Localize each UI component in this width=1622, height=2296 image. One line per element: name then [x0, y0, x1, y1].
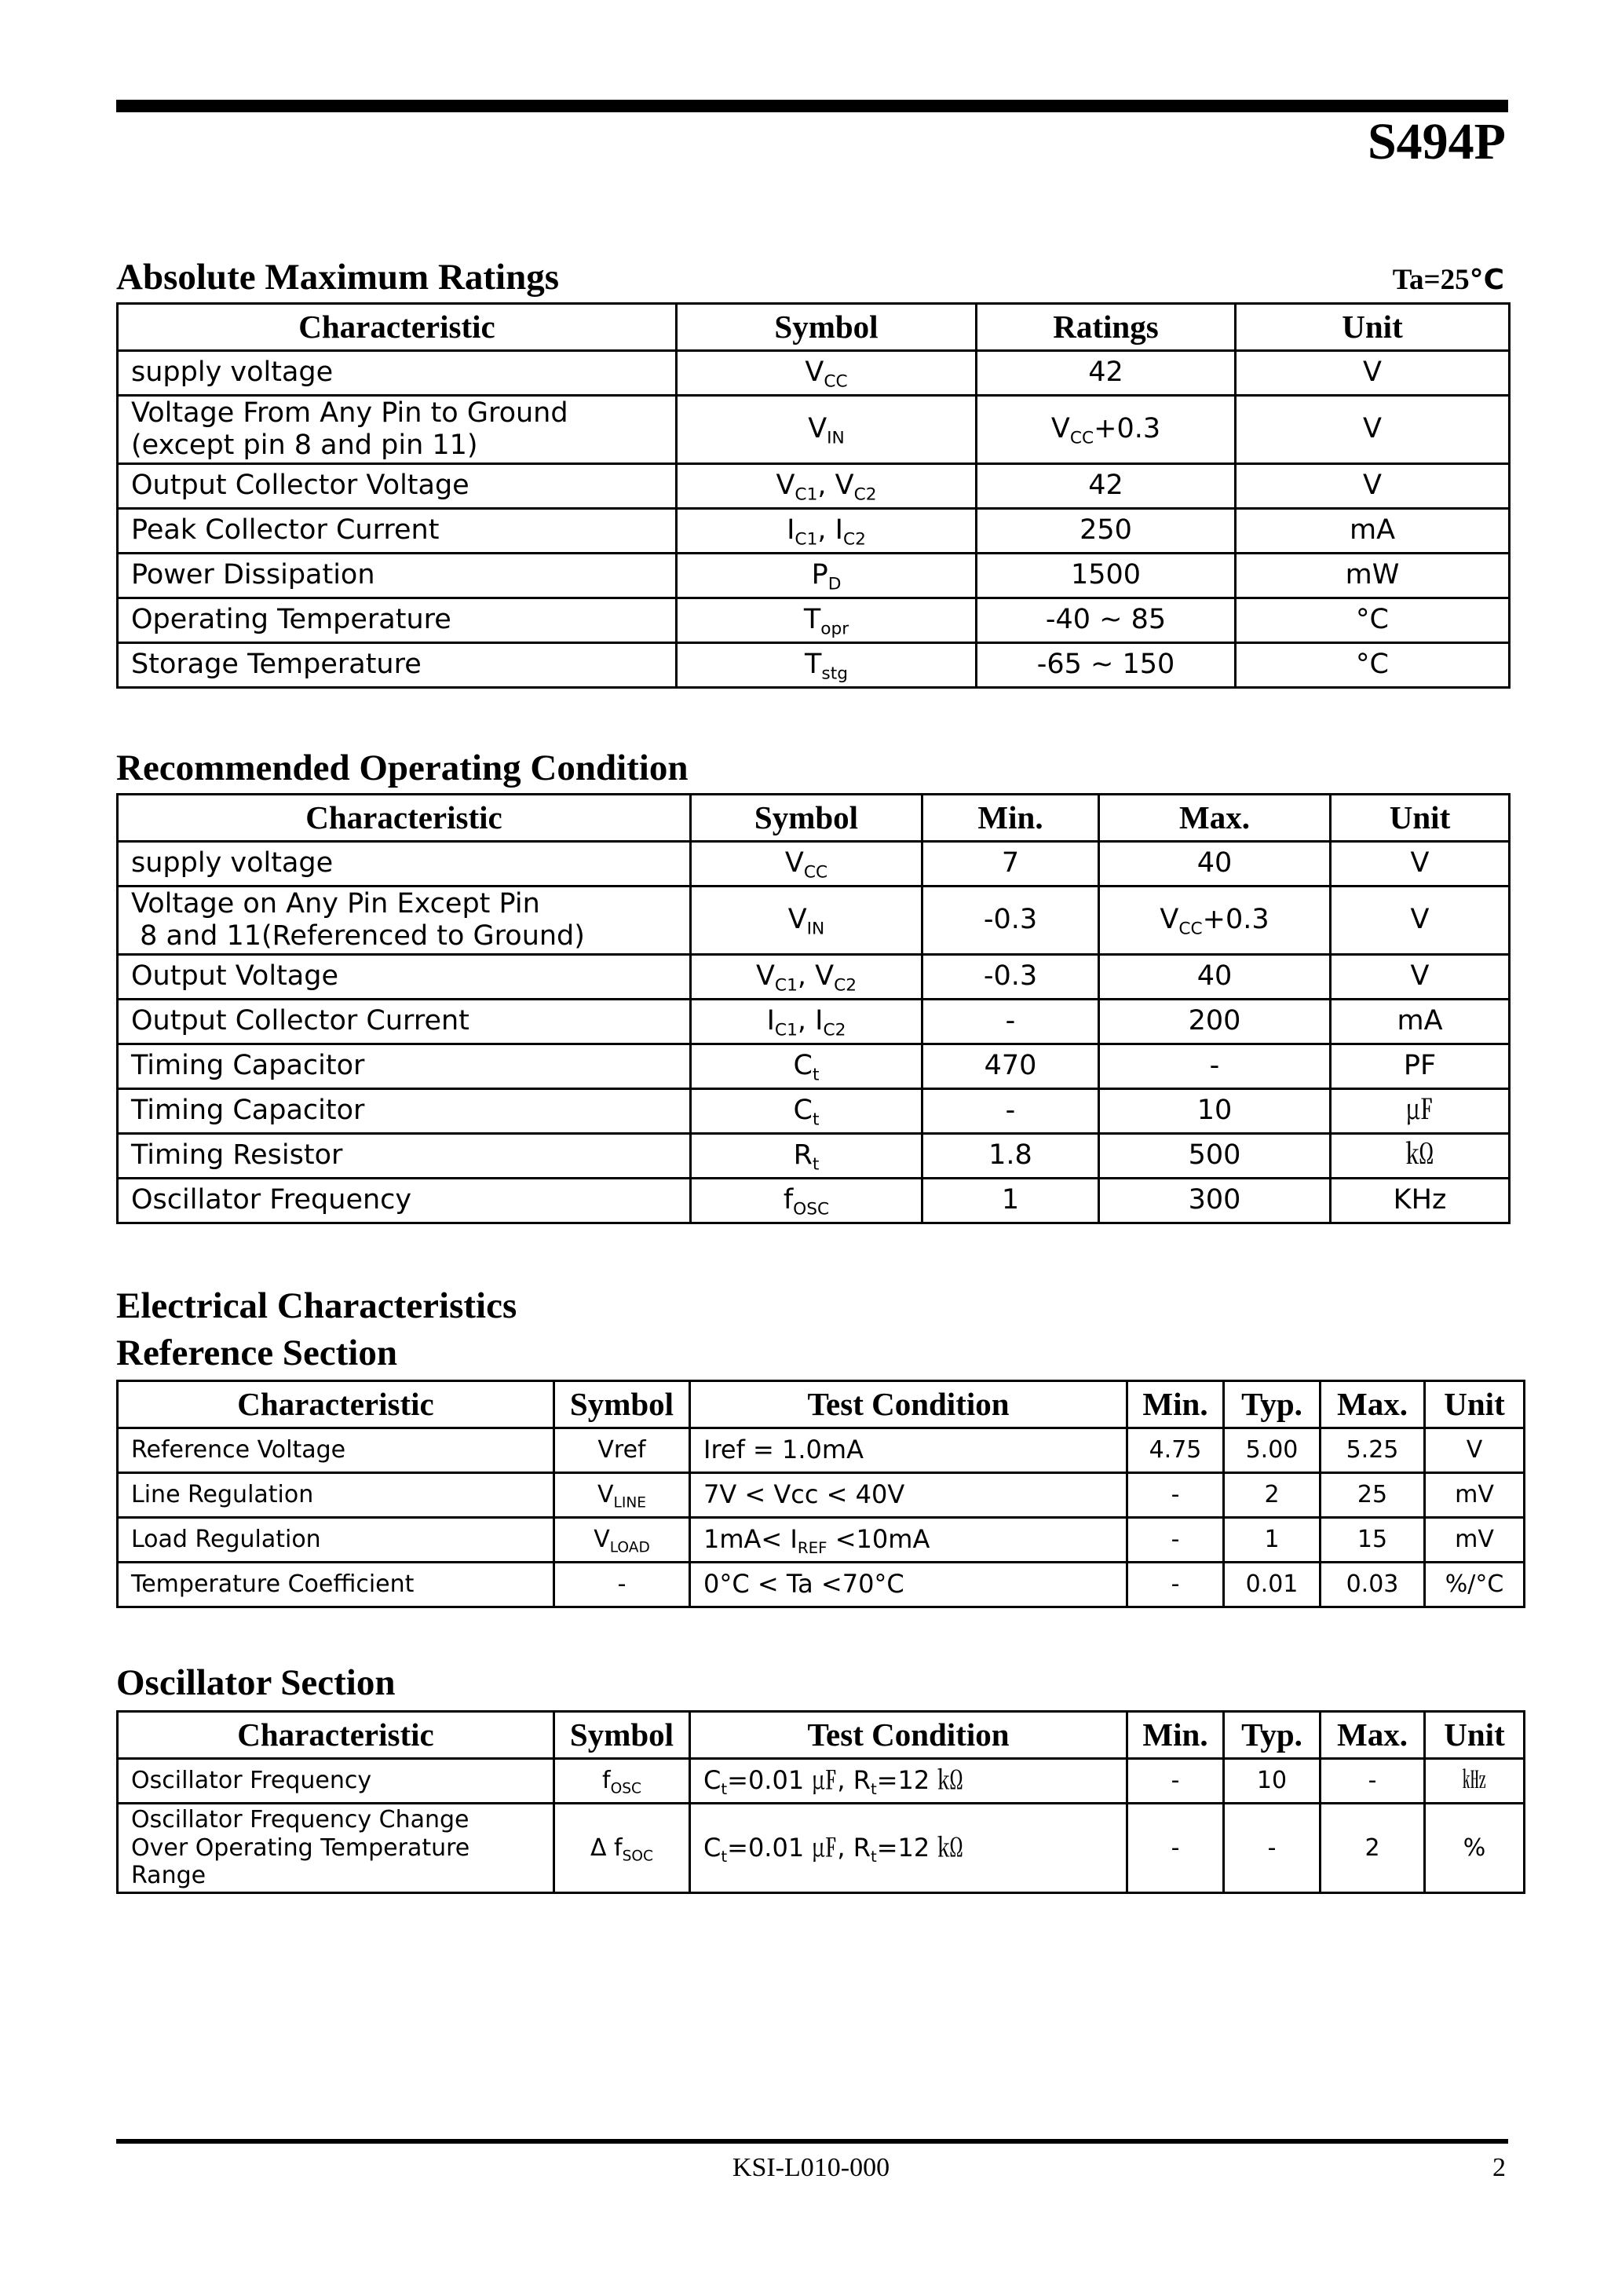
symbol-cell [677, 643, 977, 688]
max-cell: 40 [1099, 842, 1331, 887]
col-header: Unit [1425, 1381, 1525, 1428]
min-cell: 4.75 [1127, 1428, 1224, 1473]
min-cell: - [922, 1089, 1099, 1134]
table-row [118, 1044, 1510, 1089]
unit-cell: V [1331, 955, 1510, 1000]
unit-cell: V [1236, 351, 1510, 396]
characteristic-line: Load Regulation [131, 1526, 321, 1554]
elec-title: Electrical Characteristics [116, 1285, 517, 1326]
unit-cell: PF [1331, 1044, 1510, 1089]
col-header: Max. [1099, 795, 1331, 842]
col-header: Min. [1127, 1381, 1224, 1428]
characteristic-cell [118, 1759, 554, 1804]
text-part: C [793, 1050, 813, 1082]
subscript: IN [827, 428, 845, 448]
characteristic-cell [118, 1179, 691, 1223]
col-header: Min. [1127, 1712, 1224, 1759]
unit-cell: %/°C [1425, 1563, 1525, 1607]
symbol-cell [691, 887, 922, 955]
table-row [118, 1473, 1525, 1518]
col-header: Symbol [677, 304, 977, 351]
subscript: OSC [610, 1780, 641, 1797]
characteristic-line: Output Collector Current [131, 1005, 469, 1037]
test-condition-cell [690, 1563, 1127, 1607]
characteristic-line: Voltage From Any Pin to Ground [131, 397, 568, 429]
table-row [118, 1000, 1510, 1044]
characteristic-cell [118, 554, 677, 598]
text-part: V [787, 904, 807, 936]
subscript: IN [806, 919, 825, 939]
unit-cell: °C [1236, 598, 1510, 643]
min-cell: - [1127, 1804, 1224, 1893]
characteristic-line: 8 and 11(Referenced to Ground) [131, 920, 585, 952]
characteristic-line: Timing Capacitor [131, 1050, 365, 1082]
subscript: C2 [853, 484, 877, 505]
characteristic-cell [118, 1428, 554, 1473]
unit-cell: V [1331, 842, 1510, 887]
rec-op-table [116, 793, 1511, 1224]
symbol-cell [691, 1000, 922, 1044]
min-cell: 1 [922, 1179, 1099, 1223]
ta-note-unit: °C [1469, 264, 1504, 296]
symbol-cell [691, 1044, 922, 1089]
symbol-cell [554, 1804, 690, 1893]
characteristic-line: Temperature Coefficient [131, 1570, 415, 1599]
characteristic-line: Timing Capacitor [131, 1095, 365, 1127]
max-cell: - [1099, 1044, 1331, 1089]
subscript: D [827, 574, 842, 594]
characteristic-cell [118, 1473, 554, 1518]
text-part: Vref [597, 1436, 646, 1464]
text-part: <10mA [827, 1524, 930, 1555]
ta-note-prefix: Ta=25 [1392, 264, 1470, 296]
unit-cell: V [1236, 396, 1510, 464]
col-header: Characteristic [118, 304, 677, 351]
unit-cell: V [1425, 1428, 1525, 1473]
col-header: Typ. [1224, 1712, 1321, 1759]
max-cell: 15 [1321, 1518, 1425, 1563]
table-row [118, 1089, 1510, 1134]
min-cell: 1.8 [922, 1134, 1099, 1179]
col-header: Max. [1321, 1381, 1425, 1428]
text-part: V [1050, 413, 1070, 445]
subscript: C1 [774, 1020, 798, 1040]
text-part: , V [797, 960, 835, 993]
col-header: Unit [1425, 1712, 1525, 1759]
table-row [118, 643, 1510, 688]
col-header: Symbol [554, 1381, 690, 1428]
table-row [118, 598, 1510, 643]
characteristic-cell [118, 955, 691, 1000]
characteristic-cell [118, 351, 677, 396]
symbol-cell [691, 1179, 922, 1223]
text-part: +0.3 [1202, 904, 1269, 936]
text-part: P [811, 559, 828, 591]
col-header: Test Condition [690, 1712, 1127, 1759]
subscript: LOAD [609, 1539, 650, 1556]
subscript: t [870, 1780, 877, 1799]
unit-cell: °C [1236, 643, 1510, 688]
subscript: OSC [793, 1199, 830, 1219]
characteristic-cell [118, 1134, 691, 1179]
subscript: C2 [834, 975, 857, 996]
col-header: Unit [1331, 795, 1510, 842]
subscript: REF [797, 1539, 827, 1558]
characteristic-line: supply voltage [131, 847, 334, 879]
text-part: C [703, 1832, 721, 1863]
col-header: Unit [1236, 304, 1510, 351]
value-cell [977, 396, 1236, 464]
subscript: C2 [823, 1020, 846, 1040]
max-cell: 25 [1321, 1473, 1425, 1518]
subscript: C1 [795, 529, 818, 550]
test-condition-cell [690, 1518, 1127, 1563]
table-row [118, 554, 1510, 598]
subscript: opr [820, 619, 849, 639]
symbol-cell [691, 842, 922, 887]
osc-section-table [116, 1710, 1525, 1894]
symbol-cell [554, 1759, 690, 1804]
min-cell: -0.3 [922, 887, 1099, 955]
characteristic-line: Oscillator Frequency Change [131, 1806, 469, 1834]
subscript: SOC [622, 1848, 654, 1865]
min-cell: -0.3 [922, 955, 1099, 1000]
text-part: I [766, 1005, 775, 1037]
test-condition-cell [690, 1428, 1127, 1473]
col-header: Symbol [691, 795, 922, 842]
subscript: CC [824, 371, 848, 392]
max-cell: 2 [1321, 1804, 1425, 1893]
characteristic-cell [118, 396, 677, 464]
max-cell: 40 [1099, 955, 1331, 1000]
col-header: Characteristic [118, 1712, 554, 1759]
min-cell: - [922, 1000, 1099, 1044]
text-part: , I [817, 514, 843, 547]
characteristic-line: Voltage on Any Pin Except Pin [131, 887, 540, 919]
characteristic-cell [118, 1563, 554, 1607]
text-part: , I [797, 1005, 824, 1037]
text-part: V [597, 1481, 614, 1509]
text-part: T [805, 649, 822, 681]
characteristic-cell [118, 842, 691, 887]
text-part: V [594, 1526, 610, 1554]
value-cell: -65 ~ 150 [977, 643, 1236, 688]
subscript: t [721, 1780, 728, 1799]
characteristic-cell [118, 1518, 554, 1563]
text-part: C [793, 1095, 813, 1127]
table-row [118, 1563, 1525, 1607]
text-part: - [617, 1570, 627, 1599]
text-part: , V [817, 470, 854, 502]
text-part: V [755, 960, 775, 993]
characteristic-line: Output Voltage [131, 960, 338, 993]
symbol-cell [691, 1089, 922, 1134]
test-condition-cell [690, 1759, 1127, 1804]
table-row [118, 1134, 1510, 1179]
characteristic-cell [118, 598, 677, 643]
text-part: 1mA< I [703, 1524, 798, 1555]
unit-cell: mA [1236, 509, 1510, 554]
subscript: CC [1178, 919, 1203, 939]
characteristic-line: Line Regulation [131, 1481, 314, 1509]
subscript: LINE [613, 1494, 647, 1512]
text-part: f [783, 1184, 794, 1216]
typ-cell: 1 [1224, 1518, 1321, 1563]
characteristic-cell [118, 1804, 554, 1893]
min-cell: - [1127, 1518, 1224, 1563]
typ-cell: 5.00 [1224, 1428, 1321, 1473]
text-part: V [776, 470, 795, 502]
test-condition-cell [690, 1804, 1127, 1893]
col-header: Max. [1321, 1712, 1425, 1759]
col-header: Characteristic [118, 1381, 554, 1428]
text-part: Iref = 1.0mA [703, 1435, 864, 1465]
table-row [118, 396, 1510, 464]
symbol-cell [554, 1563, 690, 1607]
text-part: I [787, 514, 795, 547]
text-part: f [602, 1767, 611, 1795]
subscript: C1 [774, 975, 798, 996]
subscript: t [812, 1110, 820, 1130]
symbol-cell [677, 351, 977, 396]
text-part: =12 ㏀ [876, 1832, 963, 1863]
test-condition-cell [690, 1473, 1127, 1518]
top-rule [116, 100, 1508, 112]
min-cell: - [1127, 1563, 1224, 1607]
typ-cell: 10 [1224, 1759, 1321, 1804]
characteristic-line: Oscillator Frequency [131, 1184, 412, 1216]
text-part: =0.01 ㎌, R [727, 1832, 871, 1863]
subscript: CC [803, 862, 828, 883]
footer-doc-code: KSI-L010-000 [732, 2153, 890, 2182]
unit-cell: mV [1425, 1518, 1525, 1563]
part-number: S494P [1367, 113, 1506, 170]
text-part: V [808, 413, 827, 445]
min-cell: 7 [922, 842, 1099, 887]
table-row [118, 842, 1510, 887]
typ-cell: - [1224, 1804, 1321, 1893]
unit-cell: ㏀ [1331, 1134, 1510, 1179]
text-part: V [784, 847, 804, 879]
page-number: 2 [1492, 2153, 1506, 2182]
text-part: T [803, 604, 821, 636]
symbol-cell [677, 509, 977, 554]
unit-cell: % [1425, 1804, 1525, 1893]
text-part: V [1160, 904, 1179, 936]
col-header: Characteristic [118, 795, 691, 842]
unit-cell: V [1331, 887, 1510, 955]
value-cell: 42 [977, 351, 1236, 396]
table-row [118, 1428, 1525, 1473]
max-cell: 5.25 [1321, 1428, 1425, 1473]
unit-cell: mA [1331, 1000, 1510, 1044]
characteristic-cell [118, 509, 677, 554]
value-cell: 42 [977, 464, 1236, 509]
characteristic-line: Operating Temperature [131, 604, 451, 636]
unit-cell: V [1236, 464, 1510, 509]
symbol-cell [691, 1134, 922, 1179]
characteristic-line: Range [131, 1862, 206, 1890]
symbol-cell [677, 598, 977, 643]
max-cell: 500 [1099, 1134, 1331, 1179]
text-part: R [793, 1139, 813, 1172]
subscript: C2 [842, 529, 866, 550]
characteristic-line: (except pin 8 and pin 11) [131, 430, 478, 461]
symbol-cell [677, 464, 977, 509]
characteristic-cell [118, 464, 677, 509]
text-part: C [703, 1765, 721, 1796]
table-row [118, 509, 1510, 554]
subscript: t [812, 1154, 820, 1175]
unit-cell: mW [1236, 554, 1510, 598]
text-part: 7V < Vcc < 40V [703, 1479, 905, 1510]
bottom-rule [116, 2139, 1508, 2144]
ref-section-table [116, 1380, 1525, 1608]
symbol-cell [554, 1428, 690, 1473]
characteristic-line: Over Operating Temperature [131, 1834, 470, 1862]
characteristic-line: supply voltage [131, 356, 334, 389]
col-header: Min. [922, 795, 1099, 842]
value-cell: 1500 [977, 554, 1236, 598]
text-part: V [805, 356, 824, 389]
table-row [118, 1804, 1525, 1893]
unit-cell: ㎌ [1331, 1089, 1510, 1134]
characteristic-cell [118, 643, 677, 688]
characteristic-line: Reference Voltage [131, 1436, 346, 1464]
characteristic-line: Storage Temperature [131, 649, 422, 681]
max-cell: 0.03 [1321, 1563, 1425, 1607]
unit-cell: ㎑ [1425, 1759, 1525, 1804]
value-cell: -40 ~ 85 [977, 598, 1236, 643]
max-cell: 300 [1099, 1179, 1331, 1223]
characteristic-cell [118, 1000, 691, 1044]
table-row [118, 351, 1510, 396]
col-header: Test Condition [690, 1381, 1127, 1428]
min-cell: - [1127, 1473, 1224, 1518]
typ-cell: 2 [1224, 1473, 1321, 1518]
subscript: t [721, 1847, 728, 1866]
characteristic-line: Peak Collector Current [131, 514, 440, 547]
subscript: CC [1069, 428, 1094, 448]
table-row [118, 955, 1510, 1000]
max-cell: 200 [1099, 1000, 1331, 1044]
max-cell: - [1321, 1759, 1425, 1804]
characteristic-cell [118, 1044, 691, 1089]
value-cell: 250 [977, 509, 1236, 554]
table-row [118, 887, 1510, 955]
symbol-cell [691, 955, 922, 1000]
text-part: =0.01 ㎌, R [727, 1765, 871, 1796]
characteristic-line: Timing Resistor [131, 1139, 343, 1172]
characteristic-line: Output Collector Voltage [131, 470, 469, 502]
text-part: 0°C < Ta <70°C [703, 1569, 904, 1600]
min-cell: - [1127, 1759, 1224, 1804]
text-part: Δ f [590, 1834, 623, 1862]
symbol-cell [554, 1518, 690, 1563]
abs-max-title: Absolute Maximum Ratings [116, 257, 560, 298]
text-part: +0.3 [1094, 413, 1161, 445]
symbol-cell [677, 554, 977, 598]
ta-note [1393, 265, 1504, 294]
typ-cell: 0.01 [1224, 1563, 1321, 1607]
symbol-cell [554, 1473, 690, 1518]
characteristic-line: Power Dissipation [131, 559, 375, 591]
symbol-cell [677, 396, 977, 464]
ref-section-title: Reference Section [116, 1333, 398, 1373]
osc-section-title: Oscillator Section [116, 1662, 396, 1703]
min-cell: 470 [922, 1044, 1099, 1089]
characteristic-cell [118, 1089, 691, 1134]
max-cell: 10 [1099, 1089, 1331, 1134]
characteristic-line: Oscillator Frequency [131, 1767, 372, 1795]
text-part: =12 ㏀ [876, 1765, 963, 1796]
unit-cell: mV [1425, 1473, 1525, 1518]
unit-cell: KHz [1331, 1179, 1510, 1223]
table-row [118, 464, 1510, 509]
col-header: Ratings [977, 304, 1236, 351]
table-row [118, 1759, 1525, 1804]
max-cell [1099, 887, 1331, 955]
table-row [118, 1179, 1510, 1223]
col-header: Symbol [554, 1712, 690, 1759]
rec-op-title: Recommended Operating Condition [116, 748, 689, 788]
subscript: t [870, 1847, 877, 1866]
abs-max-table [116, 302, 1511, 689]
characteristic-cell [118, 887, 691, 955]
subscript: stg [821, 664, 848, 684]
subscript: t [812, 1065, 820, 1085]
table-row [118, 1518, 1525, 1563]
col-header: Typ. [1224, 1381, 1321, 1428]
subscript: C1 [795, 484, 818, 505]
